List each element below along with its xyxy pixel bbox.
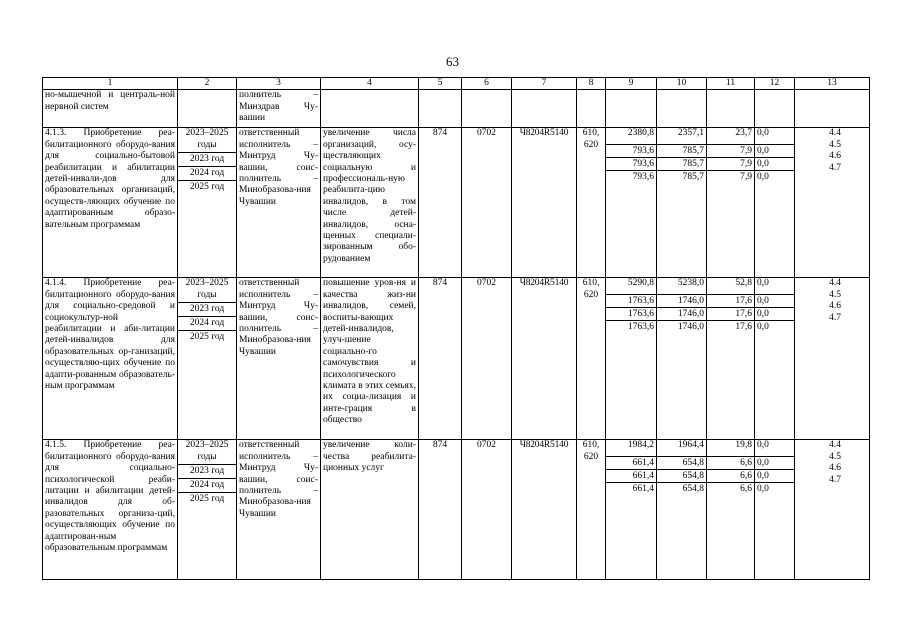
other-value: 0,0	[757, 278, 769, 289]
regional-2025: 17,6	[707, 320, 754, 333]
years-cell	[178, 128, 237, 278]
empty-cell	[462, 90, 512, 128]
col-header: 9	[606, 78, 657, 90]
measure-name: 4.1.4. Приобретение реа-билитационного оборудо-вания для социально-средовой и социокультур-ной реабилитации и аби-литации детей-инвалидов для образовательных ор-ганизаций, осуществляю-щих обучение по адапти-рованным образователь-ным программам	[43, 278, 178, 440]
indicator-code: 4.7	[829, 162, 841, 173]
year-2025: 2025 год	[178, 492, 236, 505]
indicator-codes	[795, 440, 870, 580]
indicator-code: 4.6	[829, 463, 841, 474]
col-header: 3	[237, 78, 321, 90]
total-2023: 793,6	[606, 144, 656, 157]
other-cell	[755, 440, 795, 580]
section-code: 0702	[462, 440, 512, 580]
federal-2024: 785,7	[657, 157, 706, 170]
indicator-code: 4.7	[829, 312, 841, 323]
regional-2024: 6,6	[707, 469, 754, 482]
period-total: 2023–2025 годы	[185, 128, 229, 150]
regional-cell	[707, 440, 755, 580]
total-value: 5290,8	[627, 278, 654, 289]
executor: ответственный исполнитель – Минтруд Чу-вашии, соис-полнитель – Минобразова-ния Чувашии	[237, 128, 321, 278]
total-value: 1984,2	[627, 440, 654, 451]
expected-result: повышение уров-ня и качества жиз-ни инвалидов, семей, воспиты-вающих детей-инвалидов, улуч-шение социально-го самочувствия и психологического климата в этих семьях, их социа-лизация и инте-грация в общество	[321, 278, 419, 440]
total-2024: 793,6	[606, 157, 656, 170]
col-header: 6	[462, 78, 512, 90]
indicator-code: 4.7	[829, 474, 841, 485]
other-value: 0,0	[757, 128, 769, 139]
total-2023: 1763,6	[606, 294, 656, 307]
year-2025: 2025 год	[178, 330, 236, 343]
executor: ответственный исполнитель – Минтруд Чу-вашии, соис-полнитель – Минобразова-ния Чувашии	[237, 440, 321, 580]
federal-2025: 1746,0	[657, 320, 706, 333]
indicator-code: 4.4	[829, 278, 841, 289]
empty-cell	[755, 90, 795, 128]
period-total: 2023–2025 годы	[185, 278, 229, 300]
regional-2023: 17,6	[707, 294, 754, 307]
total-2024: 661,4	[606, 469, 656, 482]
other-cell	[755, 278, 795, 440]
table-row	[43, 128, 870, 278]
years-cell	[178, 440, 237, 580]
year-2024: 2024 год	[178, 316, 236, 329]
expected-result: увеличение коли-чества реабилита-ционных услуг	[321, 440, 419, 580]
col-header: 13	[795, 78, 870, 90]
empty-cell	[178, 90, 237, 128]
col-header: 2	[178, 78, 237, 90]
indicator-code: 4.4	[829, 440, 841, 451]
regional-2023: 7,9	[707, 144, 754, 157]
indicator-code: 4.6	[829, 301, 841, 312]
section-code: 0702	[462, 278, 512, 440]
regional-cell	[707, 278, 755, 440]
total-cell	[606, 128, 657, 278]
federal-2024: 1746,0	[657, 307, 706, 320]
empty-cell	[795, 90, 870, 128]
col-header: 4	[321, 78, 419, 90]
indicator-code: 4.5	[829, 139, 841, 150]
section-code: 0702	[462, 128, 512, 278]
federal-2025: 654,8	[657, 482, 706, 495]
other-value: 0,0	[757, 440, 769, 451]
year-2024: 2024 год	[178, 166, 236, 179]
total-2024: 1763,6	[606, 307, 656, 320]
empty-cell	[321, 90, 419, 128]
years-cell	[178, 278, 237, 440]
page-number: 63	[446, 54, 459, 69]
regional-2025: 6,6	[707, 482, 754, 495]
col-header: 12	[755, 78, 795, 90]
executor: ответственный исполнитель – Минтруд Чу-вашии, соис-полнитель – Минобразова-ния Чувашии	[237, 278, 321, 440]
indicator-codes	[795, 278, 870, 440]
federal-cell	[657, 278, 707, 440]
target-item-code: Ч8204R5140	[512, 440, 577, 580]
grbs-code: 874	[419, 278, 462, 440]
other-2024: 0,0	[755, 157, 794, 170]
year-2024: 2024 год	[178, 478, 236, 491]
measure-name: 4.1.3. Приобретение реа-билитационного оборудо-вания для социально-бытовой реабилитации и абилитации детей-инвали-дов для образовательных организаций, осуществ-ляющих обучение по адаптированным образо-вательным программам	[43, 128, 178, 278]
year-2023: 2023 год	[178, 464, 236, 477]
target-item-code: Ч8204R5140	[512, 128, 577, 278]
regional-2024: 17,6	[707, 307, 754, 320]
federal-value: 1964,4	[677, 440, 704, 451]
federal-2023: 1746,0	[657, 294, 706, 307]
other-2024: 0,0	[755, 307, 794, 320]
measure-name: 4.1.5. Приобретение реа-билитационного оборудо-вания для социально-психологической реаби-литации и абилитации детей-инвалидов для об-разовательных организа-ций, осуществляющих обучение по адаптирован-ным образовательным программам	[43, 440, 178, 580]
indicator-code: 4.4	[829, 128, 841, 139]
total-2025: 661,4	[606, 482, 656, 495]
indicator-code: 4.6	[829, 151, 841, 162]
total-value: 2380,8	[627, 128, 654, 139]
year-2023: 2023 год	[178, 152, 236, 165]
total-2025: 1763,6	[606, 320, 656, 333]
federal-cell	[657, 128, 707, 278]
empty-cell	[657, 90, 707, 128]
year-2025: 2025 год	[178, 180, 236, 193]
other-2024: 0,0	[755, 469, 794, 482]
federal-value: 5238,0	[677, 278, 704, 289]
expected-result: увеличение числа организаций, осу-ществляющих социальную и профессиональ-ную реабилита-цию инвалидов, в том числе детей-инвалидов, осна-щенных специали-зированным обо-рудованием	[321, 128, 419, 278]
col-header: 1	[43, 78, 178, 90]
empty-cell	[606, 90, 657, 128]
header-row	[43, 78, 870, 90]
other-cell	[755, 128, 795, 278]
federal-2023: 654,8	[657, 456, 706, 469]
regional-value: 19,8	[735, 440, 752, 451]
federal-2024: 654,8	[657, 469, 706, 482]
year-2023: 2023 год	[178, 302, 236, 315]
program-measures-table	[42, 77, 870, 580]
total-2025: 793,6	[606, 170, 656, 183]
other-2023: 0,0	[755, 294, 794, 307]
table-row	[43, 440, 870, 580]
expense-type-code: 610, 620	[577, 440, 606, 580]
other-2025: 0,0	[755, 170, 794, 183]
regional-2024: 7,9	[707, 157, 754, 170]
other-2025: 0,0	[755, 320, 794, 333]
grbs-code: 874	[419, 440, 462, 580]
empty-cell	[577, 90, 606, 128]
total-cell	[606, 440, 657, 580]
empty-cell	[419, 90, 462, 128]
col-header: 5	[419, 78, 462, 90]
grbs-code: 874	[419, 128, 462, 278]
total-cell	[606, 278, 657, 440]
indicator-codes	[795, 128, 870, 278]
empty-cell	[512, 90, 577, 128]
expense-type-code: 610, 620	[577, 128, 606, 278]
empty-cell	[707, 90, 755, 128]
indicator-code: 4.5	[829, 289, 841, 300]
other-2023: 0,0	[755, 144, 794, 157]
period-total: 2023–2025 годы	[185, 440, 229, 462]
indicator-code: 4.5	[829, 451, 841, 462]
federal-2025: 785,7	[657, 170, 706, 183]
cont-executor: полнитель – Минздрав Чу-вашии	[237, 90, 321, 128]
col-header: 8	[577, 78, 606, 90]
total-2023: 661,4	[606, 456, 656, 469]
target-item-code: Ч8204R5140	[512, 278, 577, 440]
regional-cell	[707, 128, 755, 278]
cont-measure-name: но-мышечной и централь-ной нервной систем	[43, 90, 178, 128]
col-header: 7	[512, 78, 577, 90]
other-2025: 0,0	[755, 482, 794, 495]
federal-cell	[657, 440, 707, 580]
col-header: 11	[707, 78, 755, 90]
regional-value: 23,7	[735, 128, 752, 139]
federal-2023: 785,7	[657, 144, 706, 157]
regional-2025: 7,9	[707, 170, 754, 183]
regional-2023: 6,6	[707, 456, 754, 469]
continuation-row	[43, 90, 870, 128]
col-header: 10	[657, 78, 707, 90]
table-row	[43, 278, 870, 440]
regional-value: 52,8	[735, 278, 752, 289]
expense-type-code: 610, 620	[577, 278, 606, 440]
federal-value: 2357,1	[677, 128, 704, 139]
other-2023: 0,0	[755, 456, 794, 469]
